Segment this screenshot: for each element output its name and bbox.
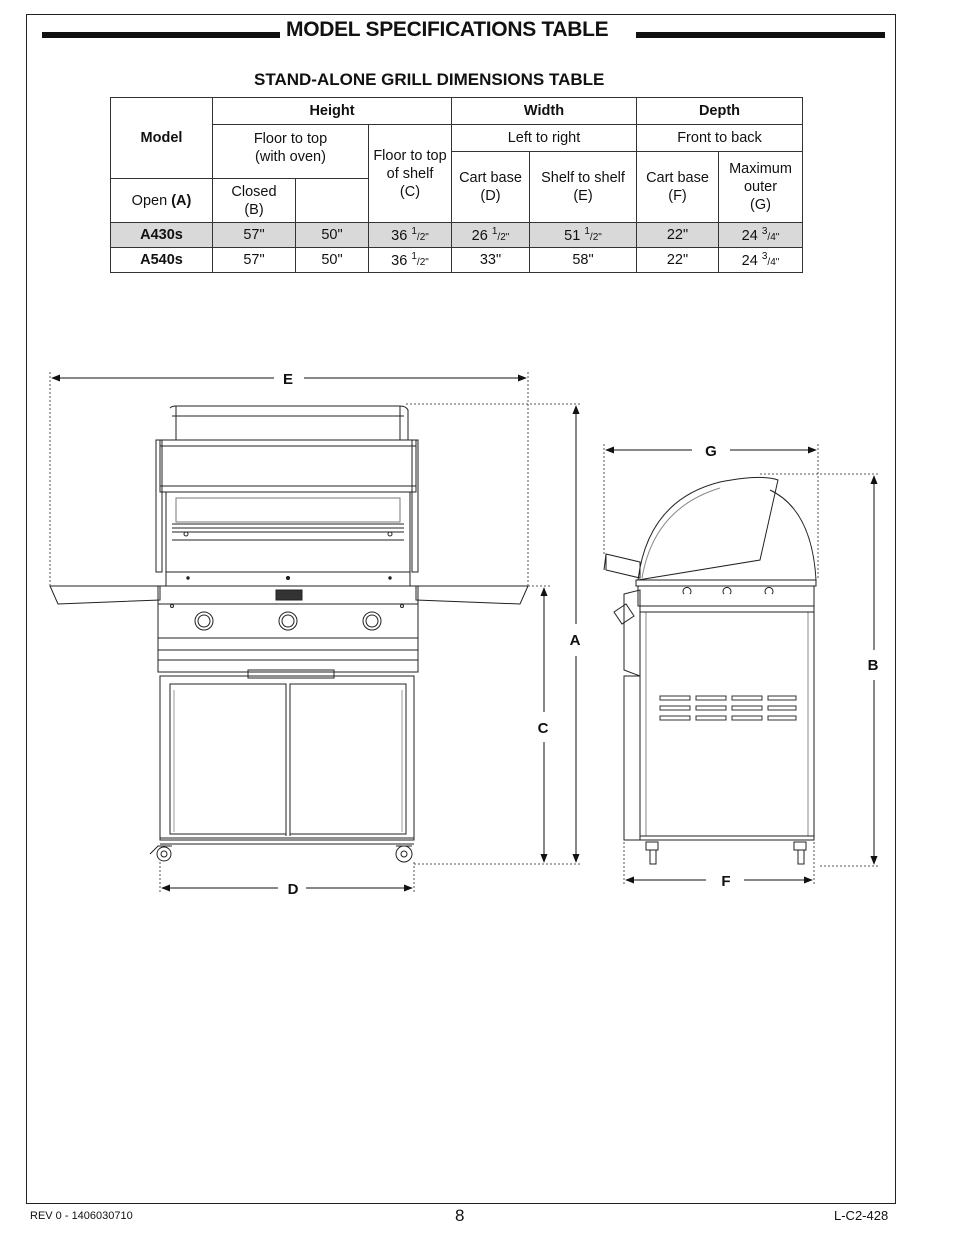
cart-base-width-cell: 33" [452,247,530,272]
cart-base-depth-label: Cart base [646,170,709,186]
shelf-to-shelf-letter: (E) [573,188,593,204]
page-number: 8 [455,1206,465,1225]
document-code: L-C2-428 [834,1208,889,1223]
cart-base-width-cell: 26 $^1$/2" [452,223,530,248]
open-cell: 57" [213,223,296,248]
max-outer-cell: 24 $^3$/4" [719,247,803,272]
max-outer-cell: 24 $^3$/4" [719,223,803,248]
table-title: STAND-ALONE GRILL DIMENSIONS TABLE [254,70,605,89]
depth-header: Depth [637,98,803,125]
height-header: Height [213,98,452,125]
model-header: Model [111,98,213,179]
shelf-to-shelf-label: Shelf to shelf [541,170,625,186]
closed-letter: (B) [244,201,264,218]
dimension-label-c: C [537,720,549,737]
cart-base-depth-cell: 22" [637,247,719,272]
revision-label: REV 0 - 1406030710 [30,1210,133,1222]
shelf-to-shelf-cell: 51 $^1$/2" [530,223,637,248]
floor-shelf-line1: Floor to top [373,147,447,164]
side-view-grill [604,477,816,864]
dimension-label-f: F [721,873,731,890]
floor-shelf-letter: (C) [399,183,421,200]
page-title: MODEL SPECIFICATIONS TABLE [286,18,609,41]
width-header: Width [452,98,637,125]
cart-base-width-label: Cart base [459,170,522,186]
left-right-header: Left to right [452,125,637,152]
closed-cell: 50" [296,223,369,248]
model-cell: A430s [111,223,213,248]
max-outer-letter: (G) [750,197,771,213]
shelf-height-cell: 36 $^1$/2" [369,247,452,272]
closed-cell: 50" [296,247,369,272]
floor-top-oven-line1: Floor to top [253,131,328,147]
open-header: Open (A) [111,179,213,223]
shelf-height-cell: 36 $^1$/2" [369,223,452,248]
cart-base-width-letter: (D) [480,188,501,204]
max-outer-line1: Maximum [729,161,792,177]
max-outer-line2: outer [743,179,778,195]
dimension-label-a: A [569,632,581,649]
dimension-label-b: B [867,657,879,674]
front-back-header: Front to back [637,125,803,152]
open-cell: 57" [213,247,296,272]
model-cell: A540s [111,247,213,272]
dimension-label-e: E [282,371,294,388]
shelf-to-shelf-cell: 58" [530,247,637,272]
floor-shelf-line2: of shelf [386,165,434,182]
dimension-label-g: G [705,443,717,460]
front-view-grill [50,406,528,862]
dimension-arrows [52,378,874,888]
floor-top-oven-line2: (with oven) [255,149,326,165]
closed-label: Closed [231,183,277,200]
dimension-label-d: D [287,881,299,898]
cart-base-depth-cell: 22" [637,223,719,248]
cart-base-depth-letter: (F) [668,188,687,204]
